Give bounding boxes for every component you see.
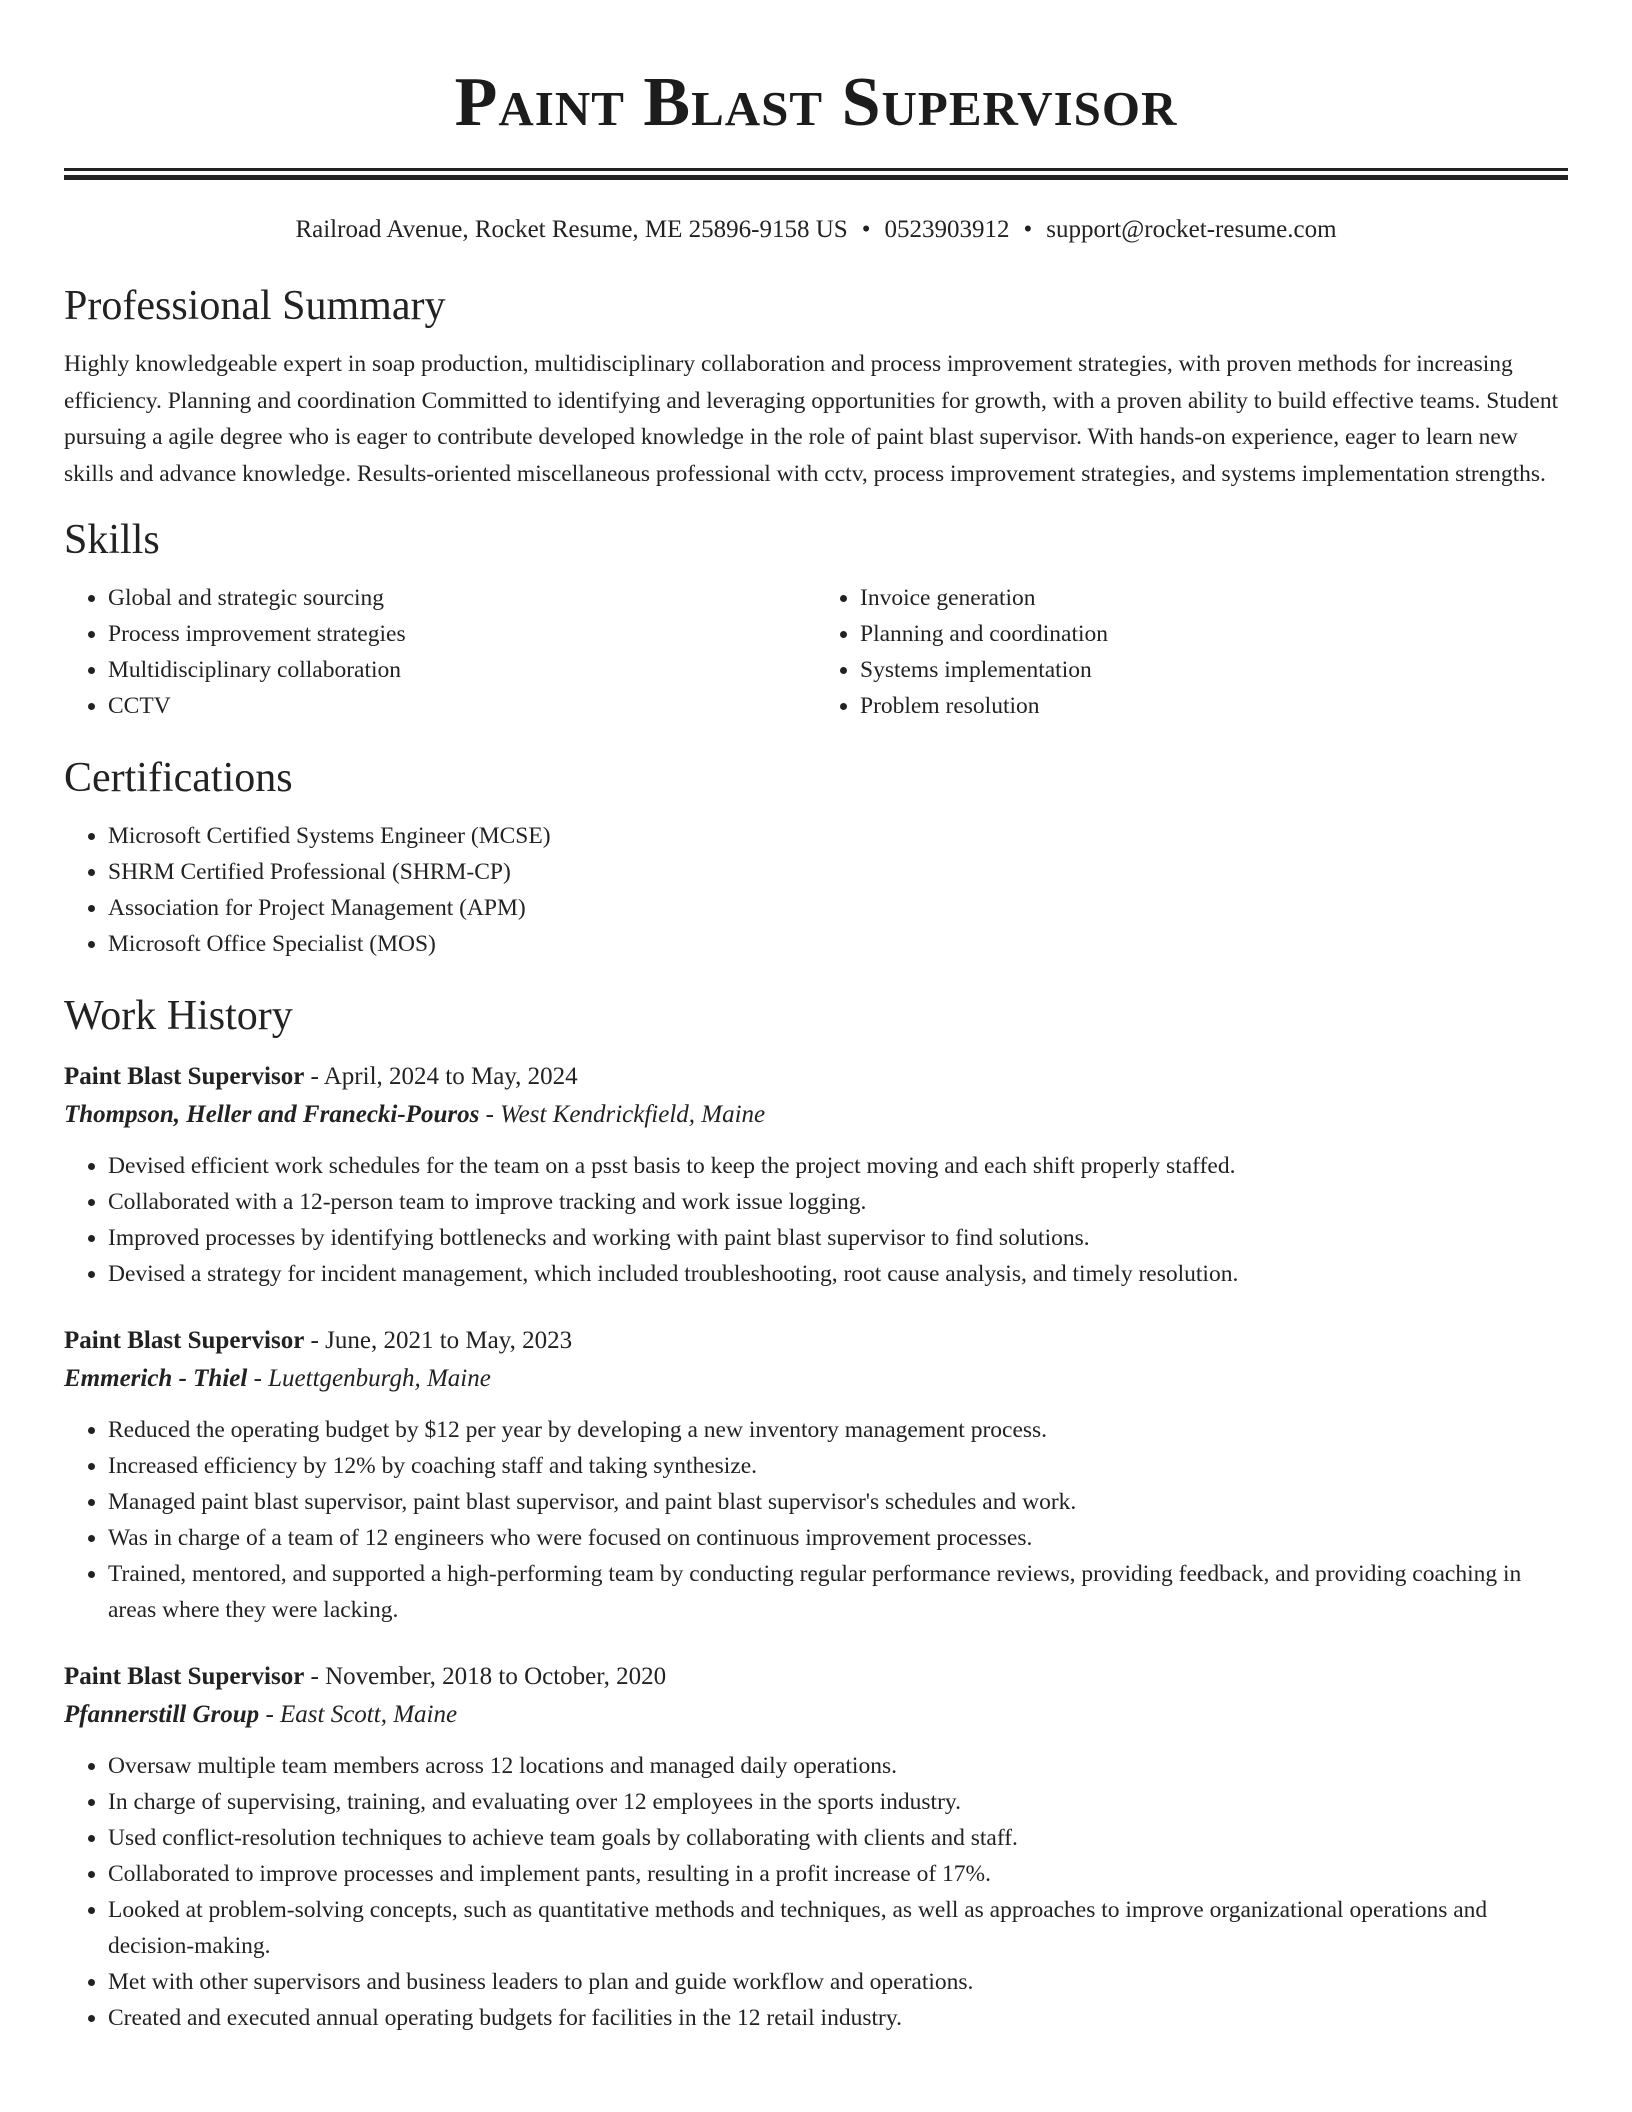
certification-item: • Microsoft Office Specialist (MOS): [108, 926, 1568, 962]
job-entry: [64, 1058, 1568, 1292]
job-location: - East Scott, Maine: [259, 1701, 458, 1728]
summary-text: Highly knowledgeable expert in soap production, multidisciplinary collaboration and process improvement strategies, with proven methods for increasing efficiency. Planning and coordination Committed to identifying and leveraging opportunities for growth, with a proven ability to build effective teams. Student pursuing a agile degree who is eager to contribute developed knowledge in the role of paint blast supervisor. With hands-on experience, eager to learn new skills and advance knowledge. Results-oriented miscellaneous professional with cctv, process improvement strategies, and systems implementation strengths.: [64, 351, 1559, 487]
job-bullet: • Collaborated to improve processes and implement pants, resulting in a profit increase of 17%.: [108, 1856, 1568, 1892]
job-company: Thompson, Heller and Franecki-Pouros: [64, 1101, 480, 1128]
job-bullet: • Managed paint blast supervisor, paint blast supervisor, and paint blast supervisor's schedules and work.: [108, 1484, 1568, 1520]
certifications-heading: Certifications: [64, 755, 293, 801]
skills-column-left: [64, 580, 816, 724]
summary-heading: Professional Summary: [64, 283, 446, 329]
job-company: Pfannerstill Group: [64, 1701, 260, 1728]
job-bullet: • Reduced the operating budget by $12 per year by developing a new inventory management process.: [108, 1412, 1568, 1448]
contact-address: Railroad Avenue, Rocket Resume, ME 25896-9158 US: [295, 216, 848, 243]
job-title-line: [64, 1322, 1568, 1360]
work-history-heading: Work History: [64, 993, 293, 1039]
job-bullet: • Collaborated with a 12-person team to improve tracking and work issue logging.: [108, 1184, 1568, 1220]
contact-email: support@rocket-resume.com: [1046, 216, 1337, 243]
job-bullet: • Met with other supervisors and business leaders to plan and guide workflow and operations.: [108, 1964, 1568, 2000]
title-divider: [64, 168, 1568, 180]
skill-item: • Global and strategic sourcing: [108, 580, 816, 616]
job-title-line: [64, 1058, 1568, 1096]
job-entry: [64, 1658, 1568, 2036]
skill-item: • Systems implementation: [860, 652, 1568, 688]
job-bullet: • Improved processes by identifying bottlenecks and working with paint blast supervisor to find solutions.: [108, 1220, 1568, 1256]
contact-separator: •: [1023, 216, 1033, 243]
certification-item: • Association for Project Management (APM): [108, 890, 1568, 926]
job-company-line: [64, 1360, 1568, 1398]
job-dates: - April, 2024 to May, 2024: [304, 1063, 578, 1090]
job-bullet: • Devised efficient work schedules for the team on a psst basis to keep the project moving and each shift properly staffed.: [108, 1148, 1568, 1184]
job-title: Paint Blast Supervisor: [64, 1063, 305, 1090]
job-bullet: • Oversaw multiple team members across 12 locations and managed daily operations.: [108, 1748, 1568, 1784]
job-bullets: [64, 1148, 1568, 1292]
job-location: - West Kendrickfield, Maine: [479, 1101, 766, 1128]
job-bullet: • Increased efficiency by 12% by coaching staff and taking synthesize.: [108, 1448, 1568, 1484]
job-title: Paint Blast Supervisor: [64, 1663, 305, 1690]
skills-heading: Skills: [64, 517, 160, 563]
job-entry: [64, 1322, 1568, 1628]
job-bullet: • Looked at problem-solving concepts, such as quantitative methods and techniques, as well as approaches to improve organizational operations and decision-making.: [108, 1892, 1568, 1964]
contact-phone: 0523903912: [884, 216, 1010, 243]
skills-list: [64, 580, 1568, 724]
skill-item: • Multidisciplinary collaboration: [108, 652, 816, 688]
skill-item: • Planning and coordination: [860, 616, 1568, 652]
skill-item: • Invoice generation: [860, 580, 1568, 616]
contact-separator: •: [861, 216, 871, 243]
job-dates: - June, 2021 to May, 2023: [304, 1327, 573, 1354]
certification-item: • Microsoft Certified Systems Engineer (MCSE): [108, 818, 1568, 854]
job-bullets: [64, 1412, 1568, 1628]
job-location: - Luettgenburgh, Maine: [247, 1365, 491, 1392]
job-title: Paint Blast Supervisor: [64, 1327, 305, 1354]
certification-item: • SHRM Certified Professional (SHRM-CP): [108, 854, 1568, 890]
job-dates: - November, 2018 to October, 2020: [304, 1663, 667, 1690]
job-bullet: • In charge of supervising, training, and evaluating over 12 employees in the sports industry.: [108, 1784, 1568, 1820]
job-bullet: • Created and executed annual operating budgets for facilities in the 12 retail industry.: [108, 2000, 1568, 2036]
job-company: Emmerich - Thiel: [64, 1365, 248, 1392]
contact-line: [64, 212, 1568, 248]
job-company-line: [64, 1696, 1568, 1734]
job-bullet: • Used conflict-resolution techniques to achieve team goals by collaborating with clients and staff.: [108, 1820, 1568, 1856]
resume-title: Paint Blast Supervisor: [454, 64, 1178, 141]
job-bullet: • Trained, mentored, and supported a high-performing team by conducting regular performance reviews, providing feedback, and providing coaching in areas where they were lacking.: [108, 1556, 1568, 1628]
certifications-list: [64, 818, 1568, 962]
skill-item: • Process improvement strategies: [108, 616, 816, 652]
job-bullet: • Devised a strategy for incident management, which included troubleshooting, root cause analysis, and timely resolution.: [108, 1256, 1568, 1292]
skill-item: • Problem resolution: [860, 688, 1568, 724]
job-title-line: [64, 1658, 1568, 1696]
skill-item: • CCTV: [108, 688, 816, 724]
job-company-line: [64, 1096, 1568, 1134]
skills-column-right: [816, 580, 1568, 724]
job-bullet: • Was in charge of a team of 12 engineers who were focused on continuous improvement processes.: [108, 1520, 1568, 1556]
job-bullets: [64, 1748, 1568, 2036]
